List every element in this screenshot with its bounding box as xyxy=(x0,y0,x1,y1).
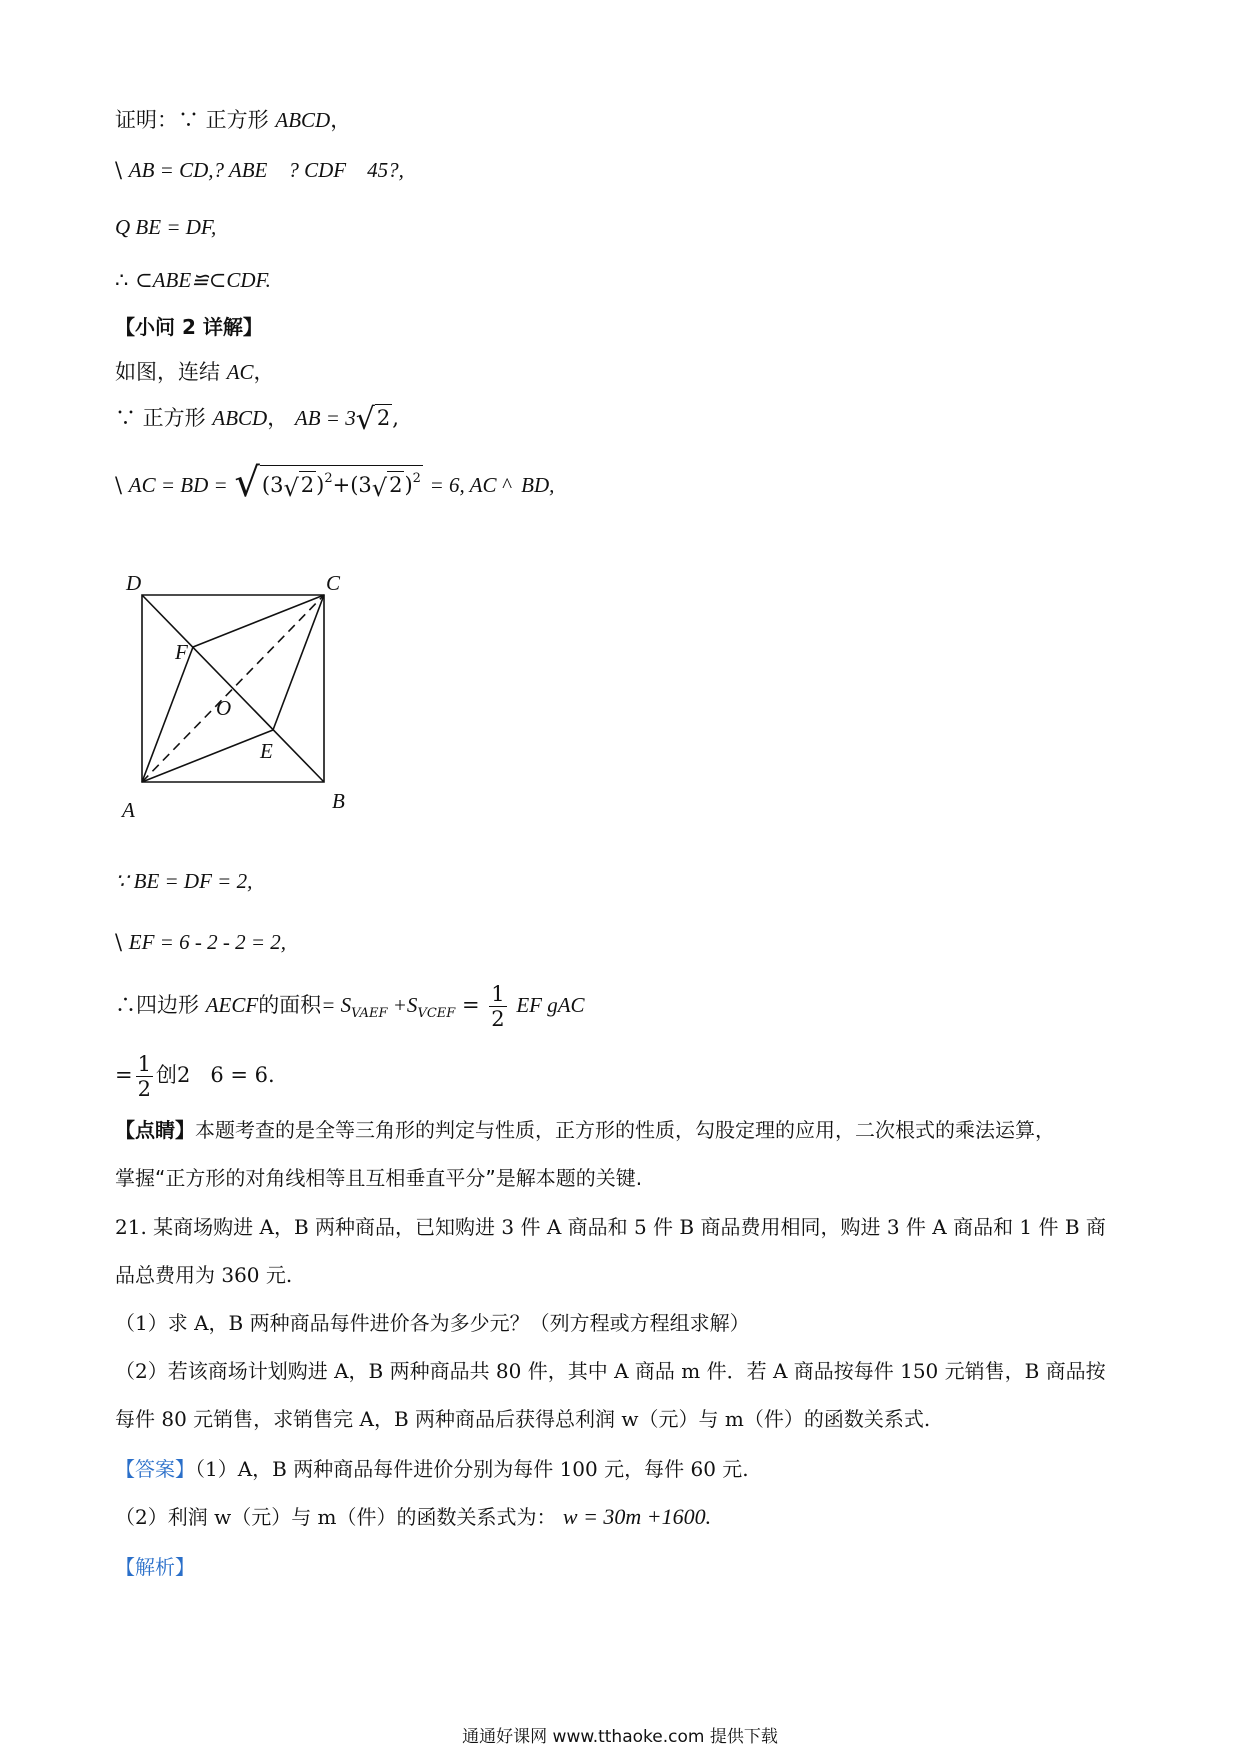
math-expr: +S xyxy=(387,993,418,1017)
segment-name: AC xyxy=(226,360,254,384)
math-expr: EF = 6 - 2 - 2 = 2, xyxy=(128,930,286,954)
math-expr: EF gAC xyxy=(516,993,585,1017)
math-expr: = S xyxy=(321,993,352,1017)
math-expr: AB = CD,? ABE ? CDF 45?, xyxy=(128,158,404,182)
answer-tag: 【答案】 xyxy=(115,1457,195,1481)
exponent: 2 xyxy=(412,471,421,486)
fraction-half xyxy=(136,1052,153,1101)
label-d: D xyxy=(126,571,142,595)
q21-sub-2-line-2: 每件 80 元销售，求销售完 A，B 两种商品后获得总利润 w（元）与 m（件）的函数关系式. xyxy=(115,1407,931,1431)
triangle-glyph: ⊂ xyxy=(135,268,153,292)
term: 3 xyxy=(358,473,372,497)
radicand: 2 xyxy=(389,473,403,497)
equals: = xyxy=(115,1063,133,1087)
fraction-half xyxy=(489,982,506,1031)
radicand-group: $(3√2)^2+(3√2)^2$ xyxy=(260,465,423,501)
segment-fc xyxy=(193,595,324,647)
math-expr: AB = 3 xyxy=(294,406,356,430)
square-name: ABCD xyxy=(275,108,331,132)
equals: = xyxy=(455,993,480,1017)
be-line xyxy=(115,866,252,896)
label-a: A xyxy=(122,798,135,822)
proof-line-1 xyxy=(115,105,351,135)
math-expr: CDF. xyxy=(226,268,271,292)
square-diagram xyxy=(120,565,380,835)
subscript: VCEF xyxy=(417,1006,456,1021)
radical-sign: √ xyxy=(355,402,375,437)
final-line xyxy=(115,1052,275,1101)
radical-sign: √ xyxy=(234,460,260,506)
q21-line-1: 21. 某商场购进 A，B 两种商品，已知购进 3 件 A 商品和 5 件 B 商品费用相同，购进 3 件 A 商品和 1 件 B 商 xyxy=(115,1215,1106,1239)
answer-line-2 xyxy=(115,1502,711,1532)
math-expr: 创2 6 = 6. xyxy=(155,1063,275,1087)
proof-text: 证明：∵ 正方形 xyxy=(115,108,269,132)
punct: ， xyxy=(253,360,275,384)
proof-line-4 xyxy=(115,265,271,295)
radical-sign: √ xyxy=(371,474,388,502)
proof-line-2 xyxy=(115,155,404,185)
plus: + xyxy=(332,473,351,497)
denominator: 2 xyxy=(491,1007,505,1031)
answer-text: （1）A，B 两种商品每件进价分别为每件 100 元，每件 60 元. xyxy=(195,1457,749,1481)
comment-line-2: 掌握“正方形的对角线相等且互相垂直平分”是解本题的关键. xyxy=(115,1166,643,1190)
therefore-symbol: ∴ xyxy=(115,268,129,292)
analysis-tag: 【解析】 xyxy=(115,1555,195,1579)
q21-sub-2-line-1: （2）若该商场计划购进 A，B 两种商品共 80 件，其中 A 商品 m 件．若 A 商品按每件 150 元销售，B 商品按 xyxy=(115,1359,1106,1383)
triangle-glyph: ⊂ xyxy=(208,268,227,292)
text: 如图，连结 xyxy=(115,360,220,384)
q21-line-2: 品总费用为 360 元. xyxy=(115,1263,293,1287)
therefore-glyph: \ xyxy=(115,158,129,182)
therefore-glyph: \ xyxy=(115,930,129,954)
punct: ， xyxy=(267,406,289,430)
punct: , xyxy=(392,406,399,430)
math-expr: Q BE = DF, xyxy=(115,215,217,239)
label-f: F xyxy=(175,640,188,664)
quad-name: AECF xyxy=(205,993,259,1017)
comment-tag: 【点睛】 xyxy=(115,1118,195,1142)
diagonal-db xyxy=(142,595,324,782)
subscript: VAEF xyxy=(351,1006,388,1021)
diagonal-line xyxy=(115,460,555,506)
text: ∴四边形 xyxy=(115,993,199,1017)
punct: ， xyxy=(330,108,352,132)
text: ∵ 正方形 xyxy=(115,406,206,430)
label-c: C xyxy=(326,571,341,595)
ef-line xyxy=(115,927,286,957)
segment-af xyxy=(142,647,193,782)
section-heading: 【小问 2 详解】 xyxy=(115,315,263,339)
term: 3 xyxy=(270,473,284,497)
given-line xyxy=(115,403,399,435)
area-line xyxy=(115,982,585,1031)
answer-text: （2）利润 w（元）与 m（件）的函数关系式为： xyxy=(115,1505,557,1529)
radicand: 2 xyxy=(300,473,315,497)
square-name: ABCD xyxy=(212,406,268,430)
label-b: B xyxy=(332,789,345,813)
math-expr: ∵ BE = DF = 2, xyxy=(115,869,253,893)
segment-ae xyxy=(142,730,273,782)
math-expr: AC = BD = xyxy=(128,473,228,497)
connect-line xyxy=(115,357,275,387)
comment-text: 本题考查的是全等三角形的判定与性质，正方形的性质，勾股定理的应用，二次根式的乘法运算， xyxy=(195,1118,1055,1142)
function-expr: w = 30m +1600. xyxy=(562,1504,712,1529)
answer-line-1 xyxy=(115,1454,749,1484)
math-expr: ABE≌ xyxy=(152,268,209,292)
label-o: O xyxy=(216,696,232,720)
proof-line-3 xyxy=(115,212,216,242)
text: 的面积 xyxy=(258,993,322,1017)
denominator: 2 xyxy=(137,1077,151,1101)
math-expr: = 6, AC ^ BD, xyxy=(429,473,555,497)
segment-ec xyxy=(273,595,324,730)
exponent: 2 xyxy=(324,471,333,486)
comment-line-1 xyxy=(115,1115,1055,1145)
radicand: 2 xyxy=(376,406,391,430)
radical-sign: √ xyxy=(283,474,299,502)
q21-sub-1: （1）求 A，B 两种商品每件进价各为多少元？（列方程或方程组求解） xyxy=(115,1311,750,1335)
numerator: 1 xyxy=(137,1052,151,1076)
label-e: E xyxy=(260,739,273,763)
numerator: 1 xyxy=(491,982,505,1006)
therefore-glyph: \ xyxy=(115,473,129,497)
footer-watermark: 通通好课网 www.tthaoke.com 提供下载 xyxy=(462,1727,778,1747)
